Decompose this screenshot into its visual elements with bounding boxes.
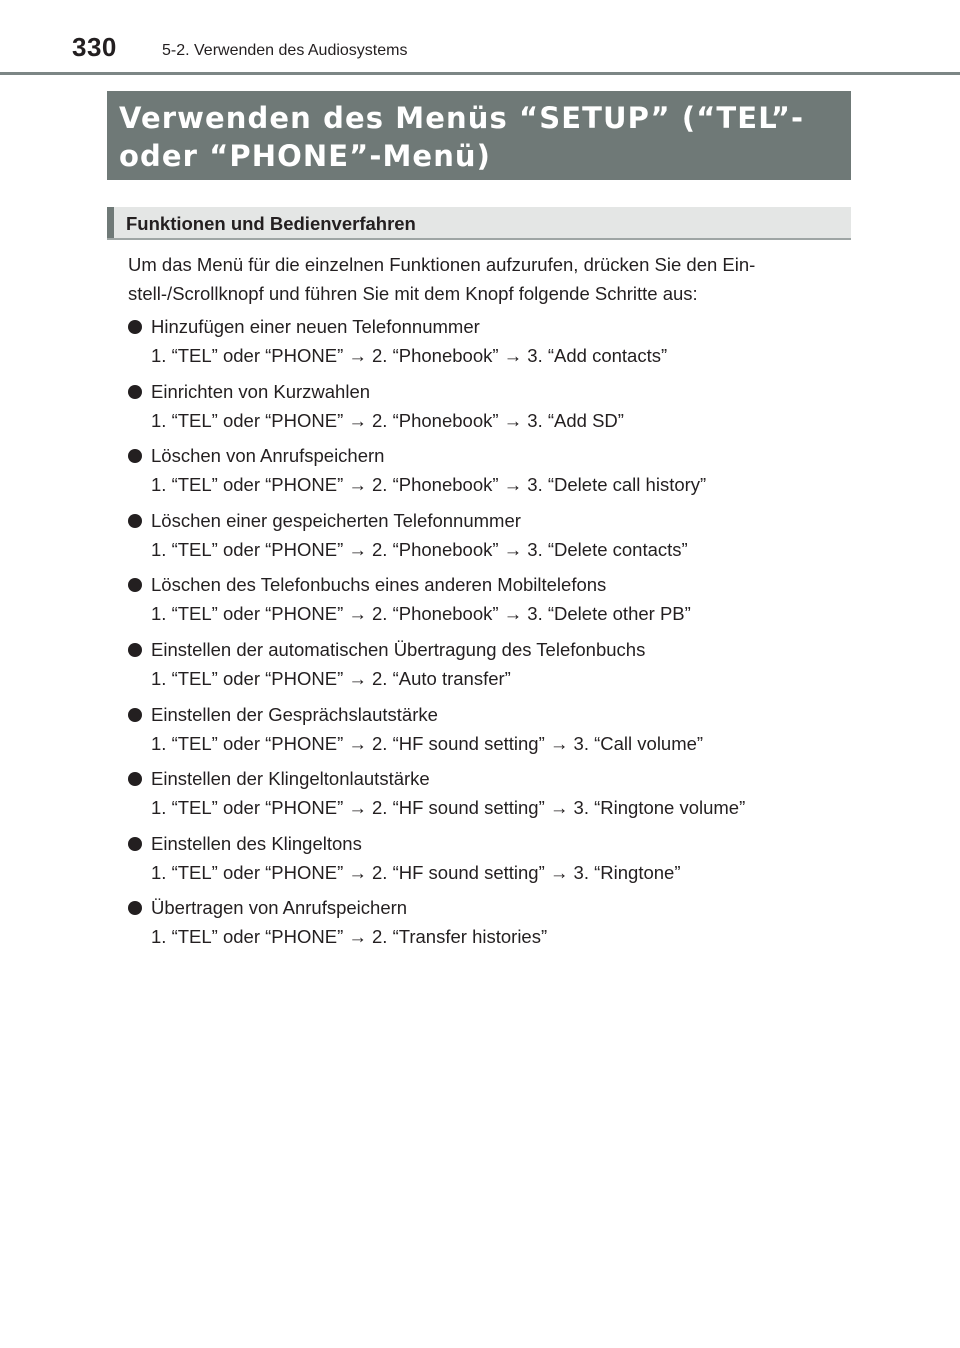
item-title: Einstellen der automatischen Übertragung des Telefonbuchs [151,638,646,660]
item-steps: 1. “TEL” oder “PHONE” → 2. “Transfer histories” [151,926,548,948]
subheading-accent [107,207,114,238]
subheading: Funktionen und Bedienverfahren [126,213,416,234]
list-item [128,635,858,700]
item-steps: 1. “TEL” oder “PHONE” → 2. “Phonebook” → 3. “Delete call history” [151,474,707,496]
item-title: Löschen von Anrufspeichern [151,445,385,467]
bullet-icon [128,449,142,463]
item-steps: 1. “TEL” oder “PHONE” → 2. “Phonebook” → 3. “Delete contacts” [151,538,688,560]
item-title: Hinzufügen einer neuen Telefonnummer [151,316,480,337]
list-item [128,893,858,958]
item-title: Löschen des Telefonbuchs eines anderen Mobiltelefons [151,574,607,596]
list-item [128,312,858,377]
item-title: Einstellen des Klingeltons [151,832,362,854]
list-item [128,441,858,506]
page-number: 330 [72,32,117,62]
item-title: Übertragen von Anrufspeichern [151,897,408,919]
item-title: Löschen einer gespeicherten Telefonnummer [151,509,521,531]
list-item [128,700,858,765]
function-list [128,312,858,958]
bullet-icon [128,772,142,786]
bullet-icon [128,901,142,915]
bullet-icon [128,708,142,722]
subheading-bar [107,207,851,240]
header-rule [0,72,960,75]
item-steps: 1. “TEL” oder “PHONE” → 2. “HF sound setting” → 3. “Ringtone” [151,861,681,883]
item-steps: 1. “TEL” oder “PHONE” → 2. “Phonebook” → 3. “Add contacts” [151,345,668,366]
item-steps: 1. “TEL” oder “PHONE” → 2. “HF sound setting” → 3. “Call volume” [151,732,704,754]
item-steps: 1. “TEL” oder “PHONE” → 2. “Auto transfer” [151,667,511,689]
intro-paragraph: Um das Menü für die einzelnen Funktionen aufzurufen, drücken Sie den Ein-stell-/Scrollknopf und führen Sie mit dem Knopf folgende Schritte aus: [128,254,756,304]
running-header: 5-2. Verwenden des Audiosystems [162,42,408,59]
list-item [128,570,858,635]
item-title: Einrichten von Kurzwahlen [151,380,371,402]
section-title: Verwenden des Menüs “SETUP” (“TEL”- oder “PHONE”-Menü) [119,101,805,173]
list-item [128,377,858,442]
bullet-icon [128,320,142,334]
section-title-box [107,91,851,180]
list-item [128,764,858,829]
list-item [128,829,858,894]
item-steps: 1. “TEL” oder “PHONE” → 2. “HF sound setting” → 3. “Ringtone volume” [151,797,746,819]
item-title: Einstellen der Klingeltonlautstärke [151,768,430,790]
bullet-icon [128,578,142,592]
bullet-icon [128,514,142,528]
bullet-icon [128,837,142,851]
item-steps: 1. “TEL” oder “PHONE” → 2. “Phonebook” → 3. “Add SD” [151,409,624,431]
list-item [128,506,858,571]
item-title: Einstellen der Gesprächslautstärke [151,703,438,725]
bullet-icon [128,385,142,399]
bullet-icon [128,643,142,657]
item-steps: 1. “TEL” oder “PHONE” → 2. “Phonebook” → 3. “Delete other PB” [151,603,691,625]
